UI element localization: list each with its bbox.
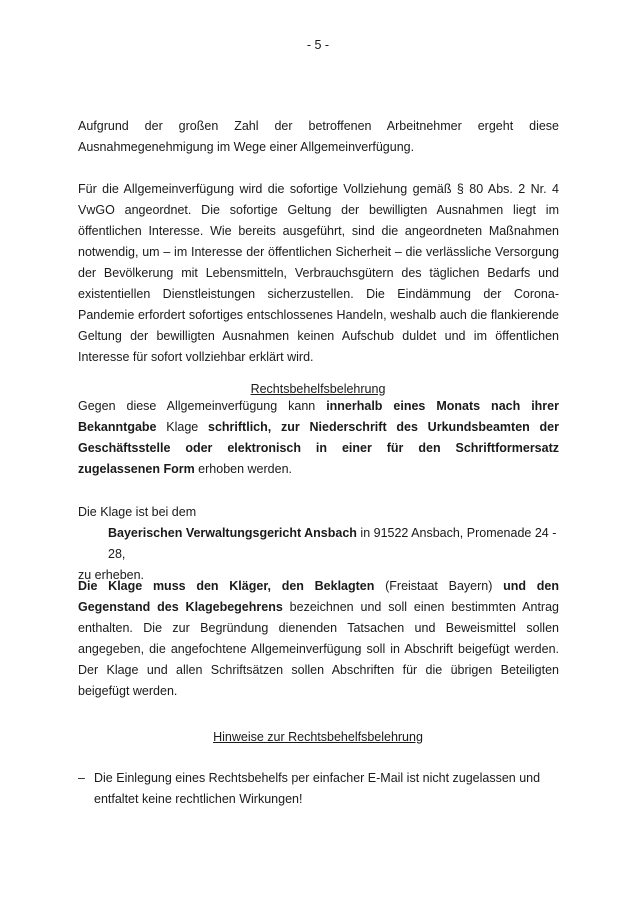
court-address: in 91522 Ansbach, Promenade 24 - 28, bbox=[108, 526, 557, 561]
text-segment: bezeichnen und soll einen bestimmten Antrag enthalten. Die zur Begründung dienenden Tatsachen und Beweismittel sollen angegeben, die angefochtene Allgemeinverfügung soll in Abschrift beigefügt werden. Der Klage und allen Schriftsätzen sollen Abschriften für die übrigen Beteiligten beigefügt werden. bbox=[78, 600, 559, 698]
bullet-text: Die Einlegung eines Rechtsbehelfs per einfacher E-Mail ist nicht zugelassen und entfaltet keine rechtlichen Wirkungen! bbox=[94, 771, 541, 806]
dash-bullet: – bbox=[78, 771, 85, 785]
text-segment: (Freistaat Bayern) bbox=[374, 579, 504, 593]
text-segment: Klage bbox=[156, 420, 209, 434]
page-number: - 5 - bbox=[306, 38, 330, 52]
gericht-closing: zu erheben. bbox=[78, 568, 145, 582]
paragraph-gericht bbox=[78, 502, 559, 586]
bold-form: schriftlich, zur Niederschrift des Urkundsbeamten der Geschäftsstelle oder elektronisch in einer für den Schriftformersatz zugelassenen Form bbox=[78, 420, 560, 476]
paragraph-sofortige-vollziehung: Für die Allgemeinverfügung wird die sofortige Vollziehung gemäß § 80 Abs. 2 Nr. 4 VwGO angeordnet. Die sofortige Geltung der bewilligten Ausnahmen liegt im öffentlichen Interesse. Wie bereits ausgeführt, sind die angeordneten Maßnahmen notwendig, um – im Interesse der öffentlichen Sicherheit – die verlässliche Versorgung der Bevölkerung mit Lebensmitteln, Verbrauchsgütern des täglichen Bedarfs und existentiellen Dienstleistungen sicherzustellen. Die Eindämmung der Corona-Pandemie erfordert sofortiges entschlossenes Handeln, weshalb auch die flankierende Geltung der bewilligten Ausnahmen keinen Aufschub duldet und im öffentlichen Interesse für sofort vollziehbar erklärt wird. bbox=[78, 182, 559, 364]
bold-klage-parteien: Die Klage muss den Kläger, den Beklagten bbox=[78, 579, 375, 593]
gericht-address-line bbox=[78, 523, 559, 565]
gericht-intro: Die Klage ist bei dem bbox=[78, 505, 197, 519]
heading-hinweise: Hinweise zur Rechtsbehelfsbelehrung bbox=[213, 730, 423, 744]
text-segment: erhoben werden. bbox=[194, 462, 292, 476]
heading-rechtsbehelfsbelehrung: Rechtsbehelfsbelehrung bbox=[250, 382, 386, 396]
list-item bbox=[78, 768, 559, 810]
text-segment: Gegen diese Allgemeinverfügung kann bbox=[78, 399, 327, 413]
paragraph-klage-frist bbox=[78, 396, 559, 480]
paragraph-klage-inhalt bbox=[78, 576, 559, 702]
bold-gegenstand: und den Gegenstand des Klagebegehrens bbox=[78, 579, 559, 614]
paragraph-allgemeinverfuegung: Aufgrund der großen Zahl der betroffenen Arbeitnehmer ergeht diese Ausnahmegenehmigung im Wege einer Allgemeinverfügung. bbox=[78, 119, 559, 154]
bold-frist: innerhalb eines Monats nach ihrer Bekanntgabe bbox=[78, 399, 559, 434]
court-name: Bayerischen Verwaltungsgericht Ansbach bbox=[108, 526, 357, 540]
